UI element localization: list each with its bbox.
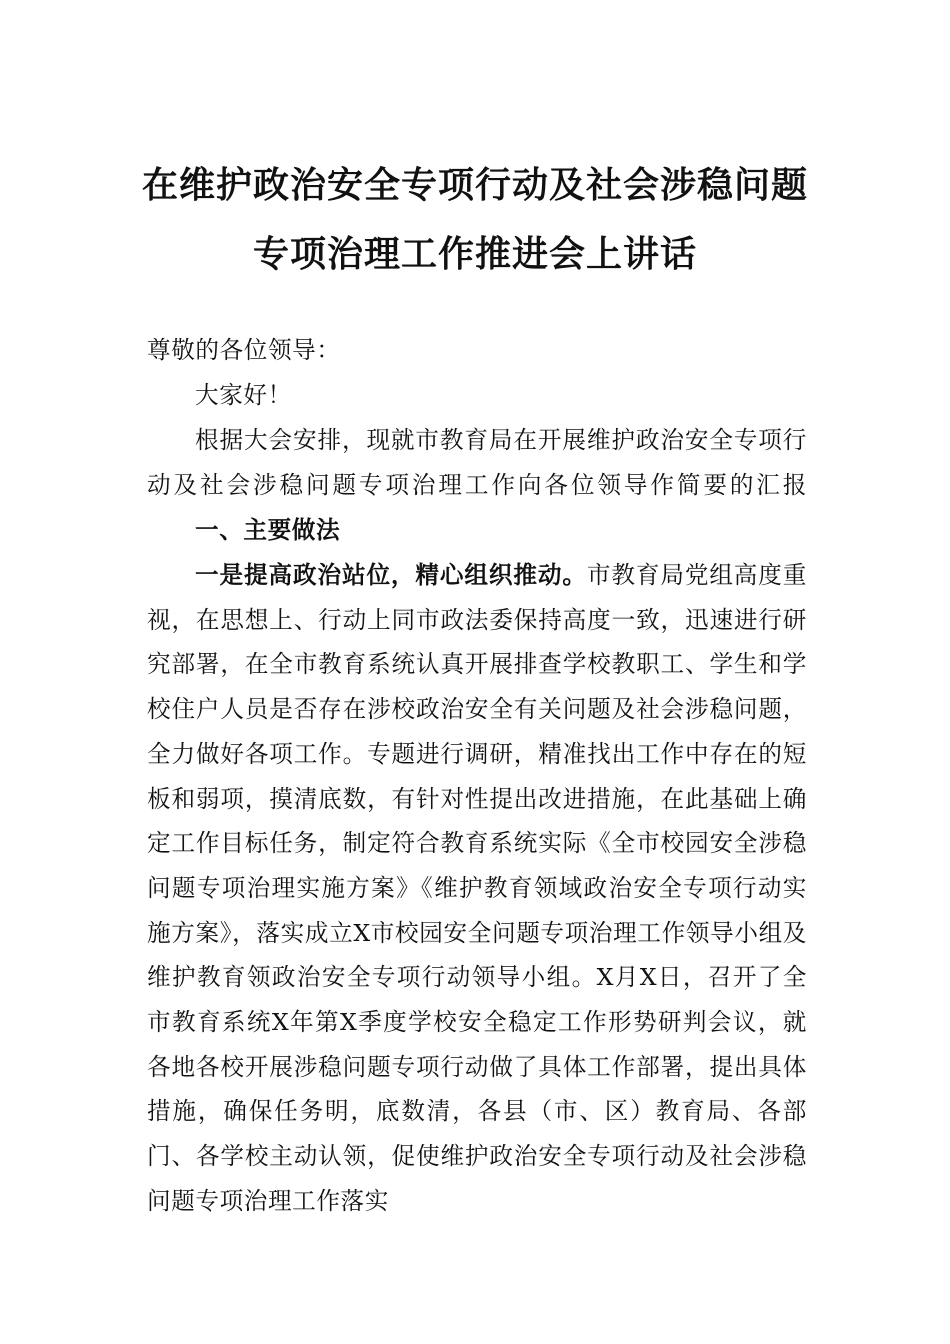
paragraph-body: 市教育局党组高度重视，在思想上、行动上同市政法委保持高度一致，迅速进行研究部署，在全市教育系统认真开展排查学校教职工、学生和学校住户人员是否存在涉校政治安全有关问题及社会涉稳问题，全力做好各项工作。专题进行调研，精准找出工作中存在的短板和弱项，摸清底数，有针对性提出改进措施，在此基础上确定工作目标任务，制定符合教育系统实际《全市校园安全涉稳问题专项治理实施方案》《维护教育领域政治安全专项行动实施方案》，落实成立X市校园安全问题专项治理工作领导小组及维护教育领政治安全专项行动领导小组。X月X日，召开了全市教育系统X年第X季度学校安全稳定工作形势研判会议，就各地各校开展涉稳问题专项行动做了具体工作部署，提出具体措施，确保任务明，底数清，各县（市、区）教育局、各部门、各学校主动认领，促使维护政治安全专项行动及社会涉稳问题专项治理工作落实 — [147, 561, 807, 1215]
salutation: 尊敬的各位领导： — [147, 336, 341, 364]
section-paragraph — [147, 553, 807, 1263]
paragraph-lead: 一是提高政治站位，精心组织推动。 — [195, 561, 587, 589]
document-title-line-1: 在维护政治安全专项行动及社会涉稳问题 — [141, 164, 808, 206]
intro-paragraph: 根据大会安排，现就市教育局在开展维护政治安全专项行动及社会涉稳问题专项治理工作向各位领导作简要的汇报 — [147, 426, 807, 499]
document-title-line-2: 专项治理工作推进会上讲话 — [252, 233, 697, 275]
section-heading: 一、主要做法 — [195, 516, 341, 544]
greeting: 大家好！ — [195, 381, 292, 409]
